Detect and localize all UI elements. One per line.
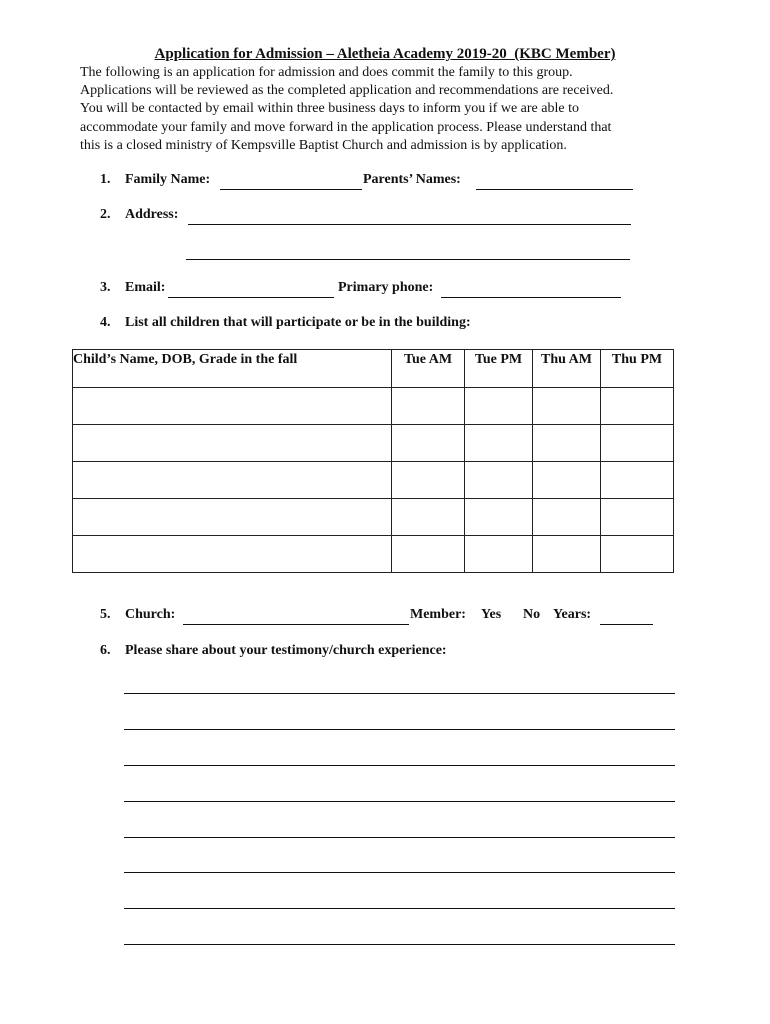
question-address <box>100 207 178 223</box>
member-yes-option[interactable]: Yes <box>481 607 502 622</box>
tue-am-cell[interactable] <box>392 499 465 536</box>
years-label: Years: <box>553 607 592 622</box>
testimony-line[interactable] <box>124 801 675 802</box>
years-field[interactable] <box>600 624 653 625</box>
question-number: 4. <box>100 315 111 330</box>
thu-am-cell[interactable] <box>533 499 601 536</box>
tue-am-cell[interactable] <box>392 536 465 573</box>
table-row <box>73 388 674 425</box>
thu-pm-cell[interactable] <box>601 499 674 536</box>
form-title: Application for Admission – Aletheia Academy 2019-20 (KBC Member) <box>154 46 616 62</box>
church-field[interactable] <box>183 624 409 625</box>
question-number: 2. <box>100 207 111 222</box>
parents-names-label: Parents’ Names: <box>363 172 461 187</box>
question-number: 3. <box>100 280 111 295</box>
address-label: Address: <box>125 207 179 222</box>
tue-pm-cell[interactable] <box>465 462 533 499</box>
question-church <box>100 607 175 623</box>
tue-pm-cell[interactable] <box>465 536 533 573</box>
header-tue-pm: Tue PM <box>465 350 533 388</box>
thu-am-cell[interactable] <box>533 425 601 462</box>
testimony-line[interactable] <box>124 944 675 945</box>
member-label: Member: <box>410 607 466 622</box>
email-field[interactable] <box>168 297 334 298</box>
thu-am-cell[interactable] <box>533 388 601 425</box>
thu-am-cell[interactable] <box>533 536 601 573</box>
table-row <box>73 425 674 462</box>
header-child-info: Child’s Name, DOB, Grade in the fall <box>73 350 392 388</box>
testimony-line[interactable] <box>124 872 675 873</box>
family-name-field[interactable] <box>220 189 362 190</box>
children-table <box>72 349 674 573</box>
intro-line: You will be contacted by email within three business days to inform you if we are able to <box>80 101 579 117</box>
header-thu-am: Thu AM <box>533 350 601 388</box>
tue-pm-cell[interactable] <box>465 425 533 462</box>
church-label: Church: <box>125 607 176 622</box>
question-email <box>100 280 165 296</box>
question-number: 6. <box>100 643 111 658</box>
table-row <box>73 536 674 573</box>
child-info-cell[interactable] <box>73 499 392 536</box>
question-testimony <box>100 643 447 659</box>
primary-phone-label: Primary phone: <box>338 280 434 295</box>
question-children-list <box>100 315 471 331</box>
intro-line: The following is an application for admission and does commit the family to this group. <box>80 65 573 80</box>
header-thu-pm: Thu PM <box>601 350 674 388</box>
intro-paragraph <box>80 64 613 155</box>
tue-am-cell[interactable] <box>392 388 465 425</box>
member-no-option[interactable]: No <box>523 607 541 622</box>
testimony-line[interactable] <box>124 765 675 766</box>
intro-line: Applications will be reviewed as the completed application and recommendations are received. <box>80 83 614 99</box>
testimony-line[interactable] <box>124 693 675 694</box>
thu-am-cell[interactable] <box>533 462 601 499</box>
thu-pm-cell[interactable] <box>601 388 674 425</box>
testimony-label: Please share about your testimony/church experience: <box>125 643 447 658</box>
intro-line: accommodate your family and move forward in the application process. Please understand that <box>80 119 612 135</box>
child-info-cell[interactable] <box>73 462 392 499</box>
table-row <box>73 462 674 499</box>
question-number: 1. <box>100 172 111 187</box>
testimony-line[interactable] <box>124 837 675 838</box>
thu-pm-cell[interactable] <box>601 425 674 462</box>
thu-pm-cell[interactable] <box>601 536 674 573</box>
tue-pm-cell[interactable] <box>465 388 533 425</box>
address-field-line2[interactable] <box>186 259 630 260</box>
tue-pm-cell[interactable] <box>465 499 533 536</box>
intro-line: this is a closed ministry of Kempsville Baptist Church and admission is by application. <box>80 137 567 153</box>
parents-names-field[interactable] <box>476 189 633 190</box>
tue-am-cell[interactable] <box>392 425 465 462</box>
family-name-label: Family Name: <box>125 172 211 187</box>
children-list-label: List all children that will participate or be in the building: <box>125 315 471 330</box>
email-label: Email: <box>125 280 166 295</box>
address-field-line1[interactable] <box>188 224 631 225</box>
tue-am-cell[interactable] <box>392 462 465 499</box>
primary-phone-field[interactable] <box>441 297 621 298</box>
header-tue-am: Tue AM <box>392 350 465 388</box>
testimony-line[interactable] <box>124 729 675 730</box>
table-row <box>73 499 674 536</box>
child-info-cell[interactable] <box>73 388 392 425</box>
thu-pm-cell[interactable] <box>601 462 674 499</box>
question-family-name <box>100 172 210 188</box>
table-header-row <box>73 350 674 388</box>
question-number: 5. <box>100 607 111 622</box>
child-info-cell[interactable] <box>73 536 392 573</box>
child-info-cell[interactable] <box>73 425 392 462</box>
testimony-line[interactable] <box>124 908 675 909</box>
